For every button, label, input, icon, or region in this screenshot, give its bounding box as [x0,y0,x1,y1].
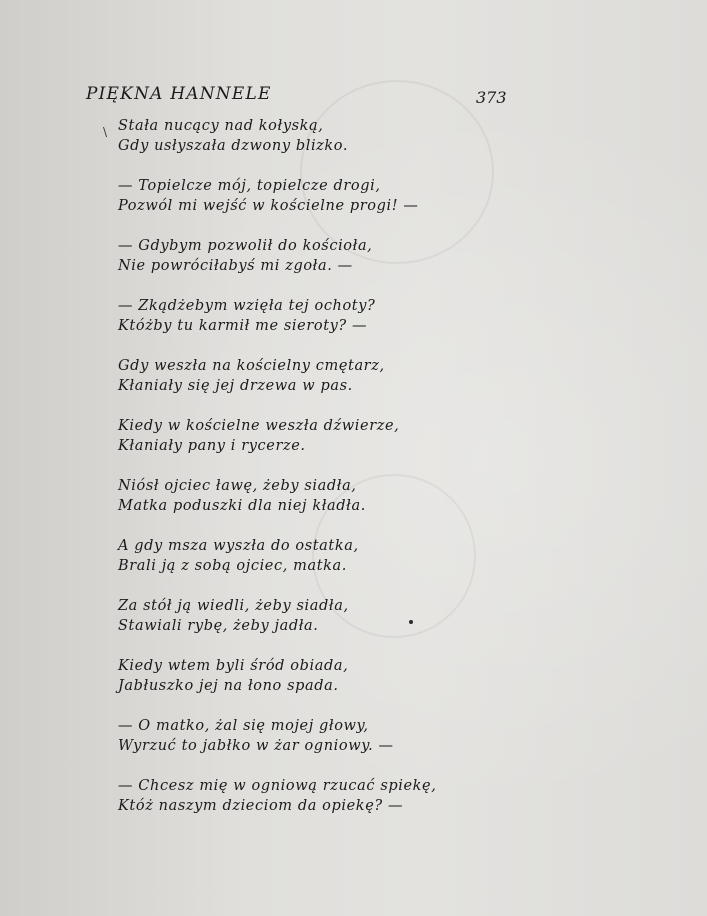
verse-line: Któż naszym dzieciom da opiekę? — [118,798,404,814]
verse-line: A gdy msza wyszła do ostatka, [118,538,359,554]
verse-line: — Topielcze mój, topielcze drogi, [118,178,381,194]
stanza [118,116,448,156]
poem-body [118,116,448,836]
verse-line: Za stół ją wiedli, żeby siadła, [118,598,349,614]
verse-line: — Gdybym pozwolił do kościoła, [118,238,373,254]
verse-line: Niósł ojciec ławę, żeby siadła, [118,478,357,494]
stanza [118,416,448,456]
stanza [118,536,448,576]
verse-line: Brali ją z sobą ojciec, matka. [118,558,347,574]
verse-line: Kiedy w kościelne weszła dźwierze, [118,418,400,434]
verse-line: Wyrzuć to jabłko w żar ogniowy. — [118,738,394,754]
ink-dot-mark [409,620,413,624]
verse-line: Matka poduszki dla niej kładła. [118,498,366,514]
stanza [118,236,448,276]
verse-line: — O matko, żal się mojej głowy, [118,718,369,734]
verse-line: Gdy weszła na kościelny cmętarz, [118,358,385,374]
verse-line: Kiedy wtem byli śród obiada, [118,658,349,674]
verse-line: Nie powróciłabyś mi zgoła. — [118,258,353,274]
verse-line: Jabłuszko jej na łono spada. [118,678,339,694]
verse-line: Pozwól mi wejść w kościelne progi! — [118,198,419,214]
verse-line: Gdy usłyszała dzwony blizko. [118,138,349,154]
stanza [118,356,448,396]
stanza [118,296,448,336]
verse-line: Kłaniały się jej drzewa w pas. [118,378,353,394]
stanza [118,596,448,636]
verse-line: Stawiali rybę, żeby jadła. [118,618,319,634]
verse-line: Któżby tu karmił me sieroty? — [118,318,368,334]
stanza [118,476,448,516]
stanza [118,656,448,696]
stanza [118,716,448,756]
running-title: PIĘKNA HANNELE [86,84,272,104]
verse-line: Stała nucący nad kołyską, [118,118,324,134]
page-number: 373 [476,88,507,107]
verse-line: Kłaniały pany i rycerze. [118,438,306,454]
verse-line: — Chcesz mię w ogniową rzucać spiekę, [118,778,437,794]
stanza [118,176,448,216]
verse-line: — Zkądżebym wzięła tej ochoty? [118,298,376,314]
stanza [118,776,448,816]
margin-tick-mark: \ [103,125,108,139]
page-header [0,84,707,108]
